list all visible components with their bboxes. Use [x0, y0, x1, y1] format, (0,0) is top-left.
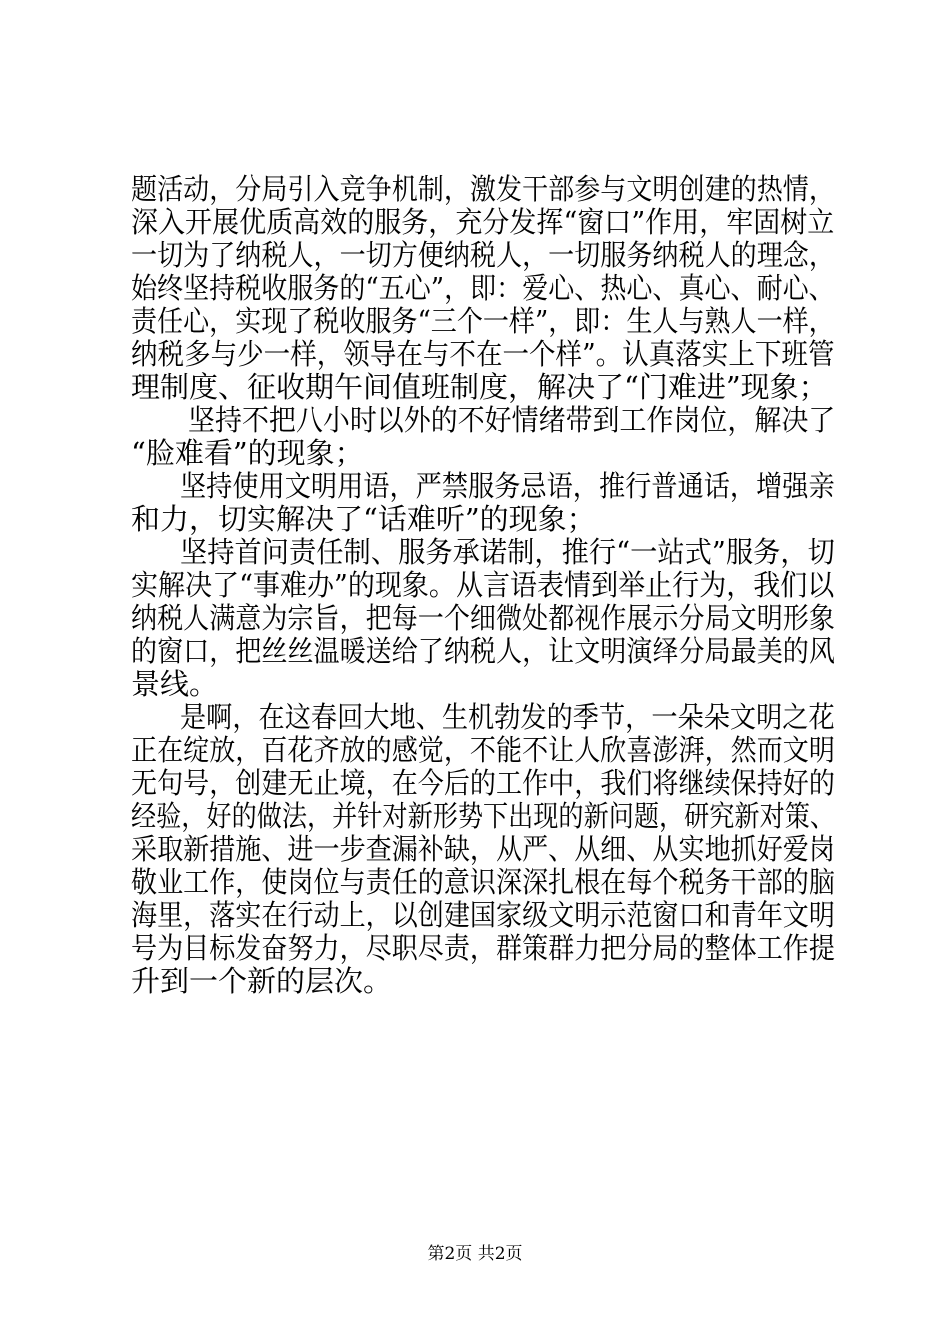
text-line: 正在绽放，百花齐放的感觉，不能不让人欣喜澎湃，然而文明	[131, 733, 835, 767]
paragraph-first-line: 坚持不把八小时以外的不好情绪带到工作岗位，解决了	[188, 403, 836, 437]
text-line: 责任心，实现了税收服务“三个一样”，即：生人与熟人一样，	[131, 304, 835, 338]
paragraph-first-line: 坚持首问责任制、服务承诺制，推行“一站式”服务，切	[180, 535, 835, 569]
text-line: 理制度、征收期午间值班制度，解决了“门难进”现象；	[131, 370, 828, 404]
paragraph-first-line: 是啊，在这春回大地、生机勃发的季节，一朵朵文明之花	[180, 700, 835, 734]
text-line: 纳税人满意为宗旨，把每一个细微处都视作展示分局文明形象	[131, 601, 835, 635]
text-line: 一切为了纳税人，一切方便纳税人，一切服务纳税人的理念，	[131, 238, 835, 272]
text-line: 无句号，创建无止境，在今后的工作中，我们将继续保持好的	[131, 766, 835, 800]
text-line: 号为目标发奋努力，尽职尽责，群策群力把分局的整体工作提	[131, 931, 835, 965]
text-line: 升到一个新的层次。	[131, 964, 393, 998]
text-line: 深入开展优质高效的服务，充分发挥“窗口”作用，牢固树立	[131, 205, 835, 239]
text-line: 纳税多与少一样，领导在与不在一个样”。认真落实上下班管	[131, 337, 835, 371]
text-line: 景线。	[131, 667, 219, 701]
text-line: 经验，好的做法，并针对新形势下出现的新问题，研究新对策、	[131, 799, 836, 833]
text-line: “脸难看”的现象；	[131, 436, 364, 470]
text-line: 和力，切实解决了“话难听”的现象；	[131, 502, 596, 536]
text-line: 海里，落实在行动上，以创建国家级文明示范窗口和青年文明	[131, 898, 835, 932]
page-footer: 第2页 共2页	[427, 1244, 523, 1264]
text-line: 始终坚持税收服务的“五心”，即：爱心、热心、真心、耐心、	[131, 271, 835, 305]
text-line: 题活动，分局引入竞争机制，激发干部参与文明创建的热情，	[131, 172, 835, 206]
text-line: 敬业工作，使岗位与责任的意识深深扎根在每个税务干部的脑	[131, 865, 835, 899]
text-line: 实解决了“事难办”的现象。从言语表情到举止行为，我们以	[131, 568, 835, 602]
paragraph-first-line: 坚持使用文明用语，严禁服务忌语，推行普通话，增强亲	[180, 469, 835, 503]
text-line: 的窗口，把丝丝温暖送给了纳税人，让文明演绎分局最美的风	[131, 634, 835, 668]
text-line: 采取新措施、进一步查漏补缺，从严、从细、从实地抓好爱岗	[131, 832, 835, 866]
